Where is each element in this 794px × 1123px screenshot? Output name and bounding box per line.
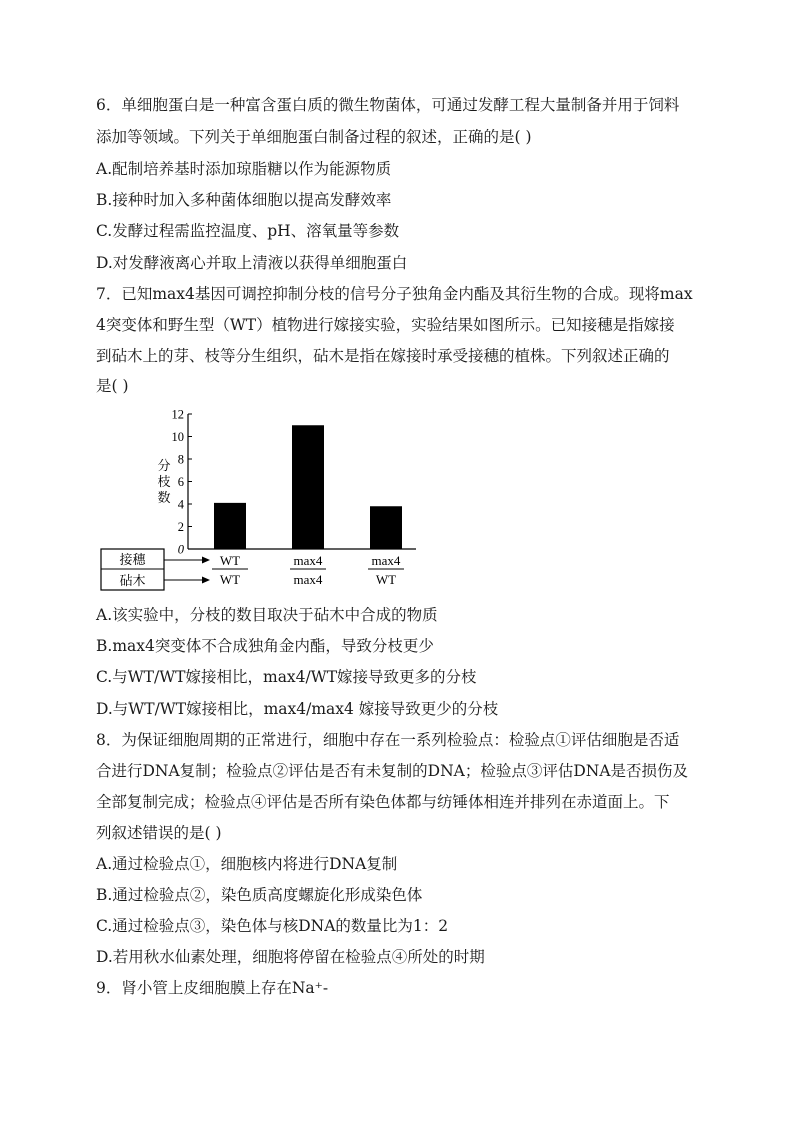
q7-option-a: A.该实验中，分枝的数目取决于砧木中合成的物质 — [96, 606, 438, 624]
scion-label-1: WT — [219, 553, 241, 568]
arrow-scion-head — [202, 557, 210, 564]
y-tick-label: 0 — [177, 542, 184, 557]
q6-option-a: A.配制培养基时添加琼脂糖以作为能源物质 — [96, 160, 392, 178]
q7-stem-line-1: 7．已知max4基因可调控抑制分枝的信号分子独角金内酯及其衍生物的合成。现将max — [96, 285, 693, 303]
rootstock-label-2: max4 — [293, 572, 323, 587]
q7-stem-line-2: 4突变体和野生型（WT）植物进行嫁接实验，实验结果如图所示。已知接穗是指嫁接 — [96, 316, 675, 334]
q6-stem-line-1: 6．单细胞蛋白是一种富含蛋白质的微生物菌体，可通过发酵工程大量制备并用于饲料 — [96, 96, 680, 114]
q7-option-c: C.与WT/WT嫁接相比，max4/WT嫁接导致更多的分枝 — [96, 668, 477, 686]
q6-option-c: C.发酵过程需监控温度、pH、溶氧量等参数 — [96, 222, 400, 240]
q8-stem-line-3: 全部复制完成；检验点④评估是否所有染色体都与纺锤体相连并排列在赤道面上。下 — [96, 793, 670, 811]
q8-option-c: C.通过检验点③，染色体与核DNA的数量比为1：2 — [96, 917, 449, 935]
scion-label-3: max4 — [371, 553, 401, 568]
q9-stem-line-1: 9．肾小管上皮细胞膜上存在Na⁺- — [96, 979, 329, 997]
rootstock-label-3: WT — [375, 572, 397, 587]
rootstock-label-1: WT — [219, 572, 241, 587]
legend-rootstock-label: 砧木 — [119, 573, 146, 588]
arrow-rootstock-head — [202, 577, 210, 584]
y-tick-label: 10 — [171, 430, 184, 444]
y-tick-label: 6 — [177, 475, 184, 489]
bar-3 — [370, 506, 402, 549]
q8-option-d: D.若用秋水仙素处理，细胞将停留在检验点④所处的时期 — [96, 948, 485, 966]
bar-2 — [292, 425, 324, 549]
y-tick-label: 4 — [177, 497, 184, 512]
q6-option-b: B.接种时加入多种菌体细胞以提高发酵效率 — [96, 191, 392, 209]
q8-stem-line-1: 8．为保证细胞周期的正常进行，细胞中存在一系列检验点：检验点①评估细胞是否适 — [96, 731, 680, 749]
graft-combination-labels — [212, 553, 404, 587]
q6-option-d: D.对发酵液离心并取上清液以获得单细胞蛋白 — [96, 254, 408, 272]
q7-stem-line-4: 是( ) — [96, 377, 129, 395]
y-axis-title: 分枝数 — [157, 458, 171, 505]
q7-option-b: B.max4突变体不合成独角金内酯，导致分枝更少 — [96, 637, 434, 655]
q8-option-a: A.通过检验点①，细胞核内将进行DNA复制 — [96, 855, 398, 873]
branch-count-bar-chart — [96, 398, 426, 592]
q8-option-b: B.通过检验点②，染色质高度螺旋化形成染色体 — [96, 886, 423, 904]
y-ticks — [172, 408, 193, 557]
y-tick-label: 2 — [177, 520, 184, 534]
legend-scion-label: 接穗 — [119, 552, 146, 567]
q8-stem-line-4: 列叙述错误的是( ) — [96, 824, 222, 842]
scion-label-2: max4 — [293, 553, 323, 568]
q8-stem-line-2: 合进行DNA复制；检验点②评估是否有未复制的DNA；检验点③评估DNA是否损伤及 — [96, 762, 689, 780]
q7-stem-line-3: 到砧木上的芽、枝等分生组织，砧木是指在嫁接时承受接穗的植株。下列叙述正确的 — [96, 347, 670, 365]
bar-1 — [214, 503, 246, 549]
y-tick-label: 8 — [177, 452, 184, 467]
graft-legend — [101, 549, 210, 590]
q7-option-d: D.与WT/WT嫁接相比，max4/max4 嫁接导致更少的分枝 — [96, 700, 499, 718]
q6-stem-line-2: 添加等领域。下列关于单细胞蛋白制备过程的叙述，正确的是( ) — [96, 128, 532, 146]
bars — [214, 425, 402, 549]
y-tick-label: 12 — [171, 407, 184, 422]
